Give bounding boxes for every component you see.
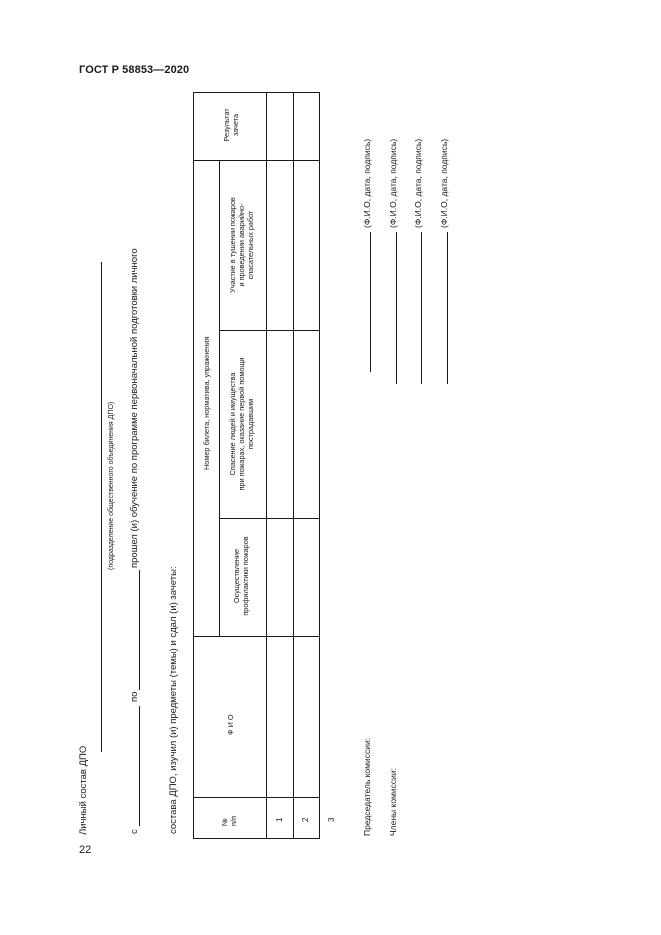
unit-fill-line <box>101 262 102 752</box>
table-row-number: 2 <box>301 817 310 822</box>
date-from-line <box>139 706 140 826</box>
chairman-signature-line <box>370 232 371 372</box>
signature-caption: (Ф.И.О, дата, подпись) <box>362 138 372 228</box>
chairman-label: Председатель комиссии: <box>362 737 372 836</box>
column-header-fio: Ф И О <box>226 714 235 735</box>
subcolumn-firefighting: Участие в тушении пожаров и проведении аварийно- спасательных работ <box>228 197 255 293</box>
table-row-number: 1 <box>275 817 284 822</box>
page-number: 22 <box>79 844 92 856</box>
member-signature-line <box>447 232 448 384</box>
member-signature-line <box>396 232 397 384</box>
date-to-label: по <box>129 691 140 702</box>
column-header-number: № п/п <box>220 816 238 826</box>
member-signature-line <box>421 232 422 384</box>
column-header-group: Номер билета, норматива, упражнения <box>202 336 211 470</box>
subjects-statement: состава ДПО, изучил (и) предметы (темы) и сдал (и) зачеты: <box>168 566 179 834</box>
subcolumn-rescue: Спасение людей и имущества при пожарах, оказание первой помощи пострадавшим <box>228 357 255 491</box>
signature-caption: (Ф.И.О, дата, подпись) <box>439 138 449 228</box>
subcolumn-prevention: Осуществление профилактики пожаров <box>232 536 250 616</box>
unit-caption: (подразделение общественного объединения ДПО) <box>108 401 115 570</box>
signature-caption: (Ф.И.О, дата, подпись) <box>388 138 398 228</box>
date-to-line <box>139 570 140 690</box>
date-from-label: с <box>129 829 140 834</box>
signature-caption: (Ф.И.О, дата, подпись) <box>413 138 423 228</box>
training-statement: прошел (и) обучение по программе первоначальной подготовки личного <box>129 248 140 568</box>
document-standard-header: ГОСТ Р 58853—2020 <box>79 64 190 76</box>
members-label: Члены комиссии: <box>388 767 398 836</box>
table-row-number: 3 <box>327 817 336 822</box>
personnel-label: Личный состав ДПО <box>78 745 89 835</box>
column-header-result: Результат зачета <box>222 108 240 142</box>
